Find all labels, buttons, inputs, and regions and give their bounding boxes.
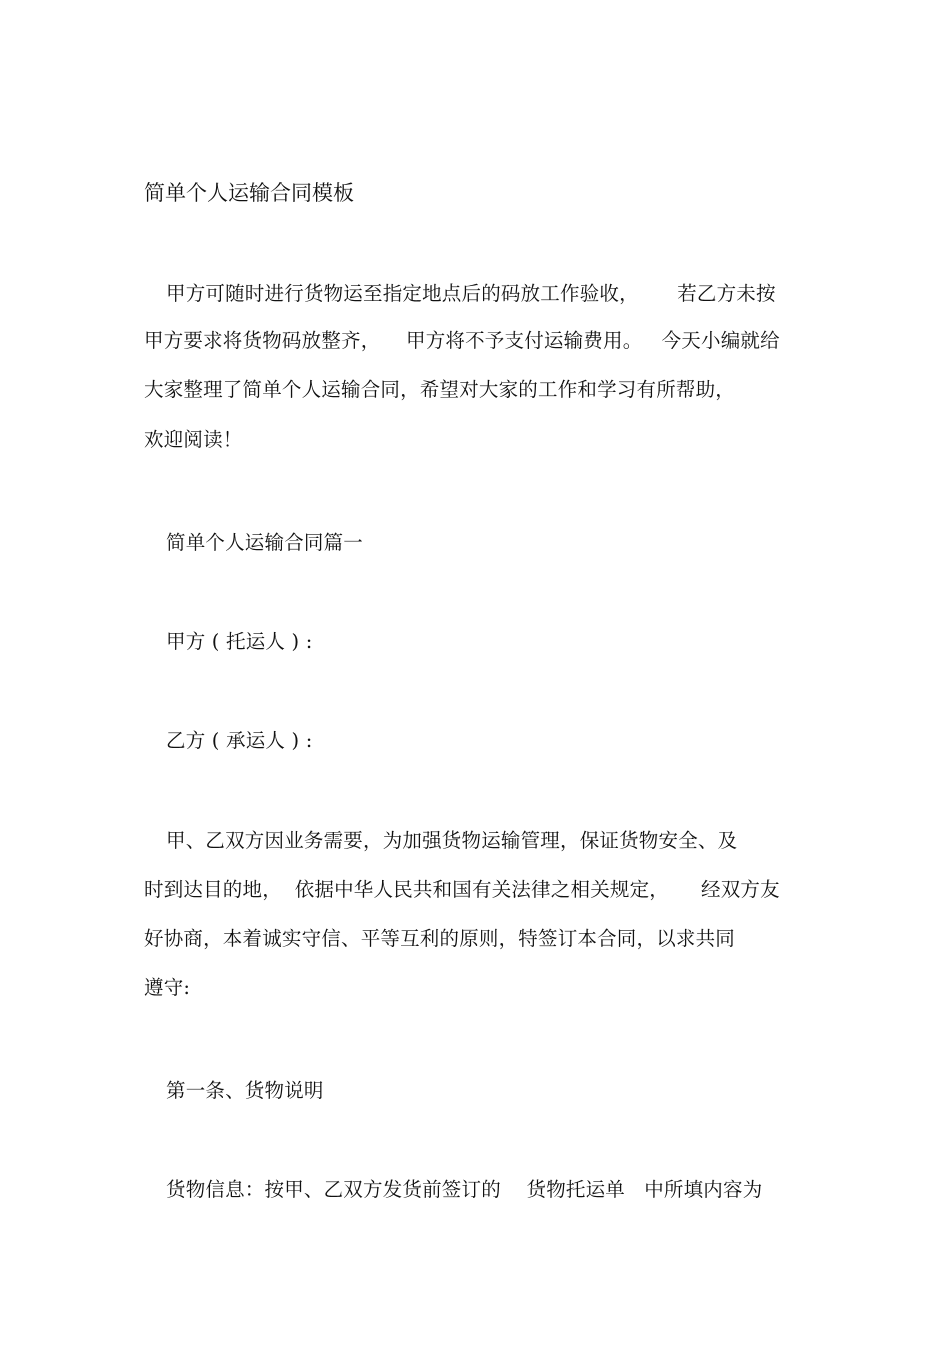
article-1-heading: 第一条、货物说明	[166, 1079, 324, 1102]
document-title: 简单个人运输合同模板	[144, 181, 354, 205]
intro-line-1: 甲方可随时进行货物运至指定地点后的码放工作验收， 若乙方未按	[166, 282, 776, 305]
intro-line-4: 欢迎阅读！	[144, 428, 243, 451]
preamble-line-2: 时到达目的地， 依据中华人民共和国有关法律之相关规定， 经双方友	[144, 878, 780, 901]
preamble-line-3: 好协商，本着诚实守信、平等互利的原则，特签订本合同，以求共同	[144, 927, 736, 950]
preamble-line-1: 甲、乙双方因业务需要，为加强货物运输管理，保证货物安全、及	[166, 829, 738, 852]
article-1-text: 货物信息：按甲、乙双方发货前签订的 货物托运单 中所填内容为	[166, 1178, 763, 1201]
party-b-label: 乙方 ( 承运人 ) :	[166, 729, 313, 752]
preamble-line-4: 遵守:	[144, 976, 191, 999]
intro-line-3: 大家整理了简单个人运输合同，希望对大家的工作和学习有所帮助，	[144, 378, 736, 401]
intro-line-2: 甲方要求将货物码放整齐， 甲方将不予支付运输费用。 今天小编就给	[144, 329, 780, 352]
section-heading: 简单个人运输合同篇一	[166, 531, 364, 554]
party-a-label: 甲方 ( 托运人 ) :	[166, 630, 313, 653]
